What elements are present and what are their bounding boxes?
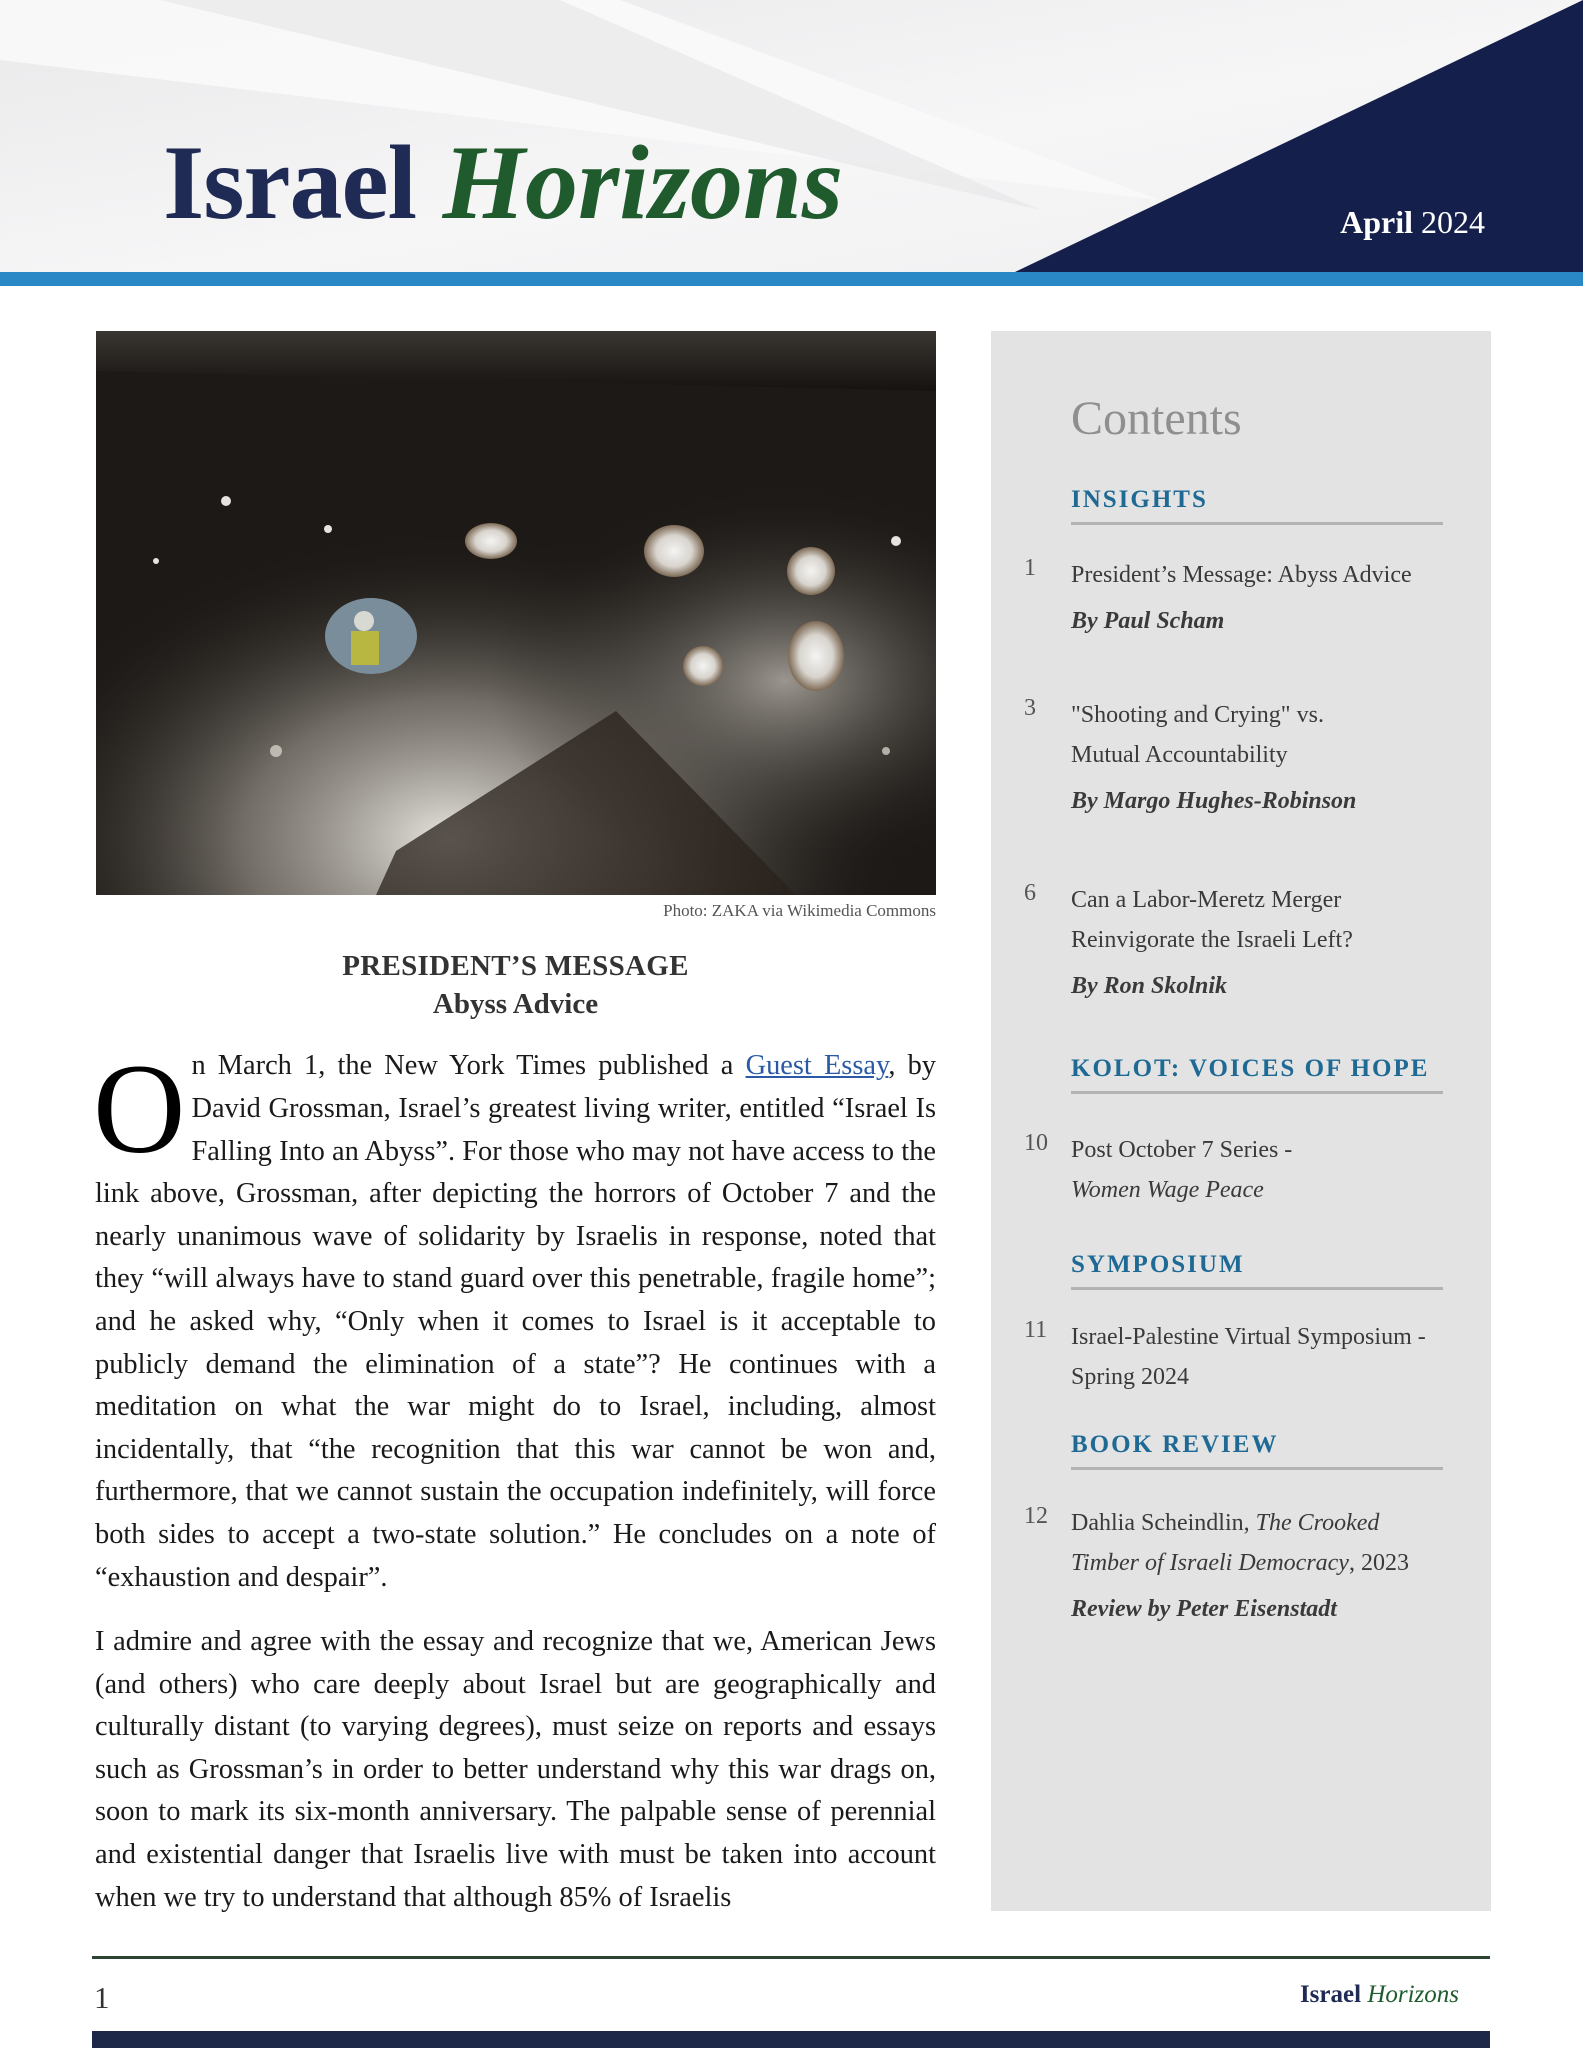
issue-date — [1340, 204, 1485, 241]
toc-title-line-2: Reinvigorate the Israeli Left? — [1071, 927, 1353, 953]
toc-item[interactable] — [1024, 880, 1464, 1006]
toc-author: By Margo Hughes-Robinson — [1071, 788, 1357, 814]
issue-year: 2024 — [1421, 204, 1485, 240]
section-symposium: SYMPOSIUM — [1071, 1251, 1443, 1290]
toc-title-author-name: Dahlia Scheindlin, — [1071, 1510, 1256, 1536]
toc-item[interactable] — [1024, 1503, 1464, 1629]
paragraph-1-text-b: , by David Grossman, Israel’s greatest living writer, entitled “Israel Is Falling Into an Abyss”. For those who may not have access to the link above, Grossman, after depicting the horrors of October 7 and the nearly unanimous wave of solidarity by Israelis in response, noted that they “will always have to stand guard over this penetrable, fragile home”; and he asked why, “Only when it comes to Israel is it acceptable to publicly demand the elimination of a state”? He continues with a meditation on what the war might do to Israel, including, almost incidentally, that “the recognition that this war cannot be won and, furthermore, that we cannot sustain the occupation indefinitely, will force both sides to accept a two-state solution.” He concludes on a note of “exhaustion and despair”. — [95, 1050, 936, 1593]
toc-page-number: 12 — [1024, 1503, 1048, 1529]
footer-brand-israel: Israel — [1299, 1981, 1362, 2008]
drop-cap: O — [93, 1038, 186, 1181]
toc-page-number: 10 — [1024, 1130, 1048, 1156]
section-kolot: KOLOT: VOICES OF HOPE — [1071, 1055, 1443, 1094]
section-book-review: BOOK REVIEW — [1071, 1431, 1443, 1470]
footer-brand-horizons: Horizons — [1367, 1981, 1459, 2008]
blue-stripe — [0, 272, 1583, 286]
toc-book-title-part-1: The Crooked — [1255, 1510, 1380, 1536]
toc-page-number: 11 — [1024, 1317, 1048, 1343]
toc-author: Review by Peter Eisenstadt — [1071, 1596, 1337, 1622]
toc-title: President’s Message: Abyss Advice — [1071, 562, 1412, 588]
toc-author: By Paul Scham — [1071, 608, 1225, 634]
contents-heading: Contents — [1071, 392, 1242, 445]
article-paragraph-2: I admire and agree with the essay and recognize that we, American Jews (and others) who care deeply about Israel but are geographically and culturally distant (to varying degrees), must seize on reports and essays such as Grossman’s in order to better understand why this war drags on, soon to mark its six-month anniversary. The palpable sense of perennial and existential danger that Israelis live with must be taken into account when we try to understand that although 85% of Israelis — [95, 1626, 936, 1913]
toc-title-line-1: Post October 7 Series - — [1071, 1137, 1293, 1163]
section-insights: INSIGHTS — [1071, 486, 1443, 525]
toc-item[interactable] — [1024, 1130, 1464, 1210]
toc-page-number: 6 — [1024, 880, 1036, 906]
toc-item[interactable] — [1024, 555, 1464, 641]
footer-brand — [1300, 1981, 1459, 2009]
article-kicker: PRESIDENT’S MESSAGE — [342, 950, 689, 982]
page-number: 1 — [94, 1980, 110, 2015]
article-title: Abyss Advice — [432, 987, 599, 1020]
photo-credit: Photo: ZAKA via Wikimedia Commons — [663, 901, 936, 920]
footer-rule — [92, 1956, 1490, 1959]
contents-sidebar — [991, 331, 1491, 1911]
title-horizons: Horizons — [442, 124, 844, 241]
toc-title-line-2: Women Wage Peace — [1071, 1177, 1264, 1203]
article — [95, 948, 936, 1941]
toc-title-line-1: Israel-Palestine Virtual Symposium - — [1071, 1324, 1426, 1350]
toc-book-year: , 2023 — [1348, 1550, 1409, 1576]
toc-title-line-2: Mutual Accountability — [1071, 742, 1288, 768]
toc-item[interactable] — [1024, 1317, 1464, 1397]
footer-bar — [92, 2031, 1490, 2048]
toc-page-number: 1 — [1024, 555, 1036, 581]
toc-title-line-1: "Shooting and Crying" vs. — [1071, 702, 1324, 728]
masthead-banner — [0, 0, 1583, 290]
article-photo — [96, 331, 936, 895]
toc-title-line-2: Spring 2024 — [1071, 1364, 1190, 1390]
toc-title-line-2 — [1071, 1543, 1464, 1583]
masthead-title — [163, 124, 844, 241]
toc-item[interactable] — [1024, 695, 1464, 821]
toc-page-number: 3 — [1024, 695, 1036, 721]
guest-essay-link[interactable]: Guest Essay — [745, 1050, 889, 1082]
toc-author: By Ron Skolnik — [1071, 973, 1228, 999]
toc-book-title-part-2: Timber of Israeli Democracy — [1071, 1550, 1349, 1576]
paragraph-1-text-a: n March 1, the New York Times published a — [191, 1050, 746, 1082]
toc-title-line-1 — [1071, 1503, 1464, 1543]
article-paragraph-1 — [93, 1038, 936, 1599]
issue-month: April — [1340, 204, 1413, 240]
title-israel: Israel — [163, 124, 417, 241]
toc-title-line-1: Can a Labor-Meretz Merger — [1071, 887, 1342, 913]
